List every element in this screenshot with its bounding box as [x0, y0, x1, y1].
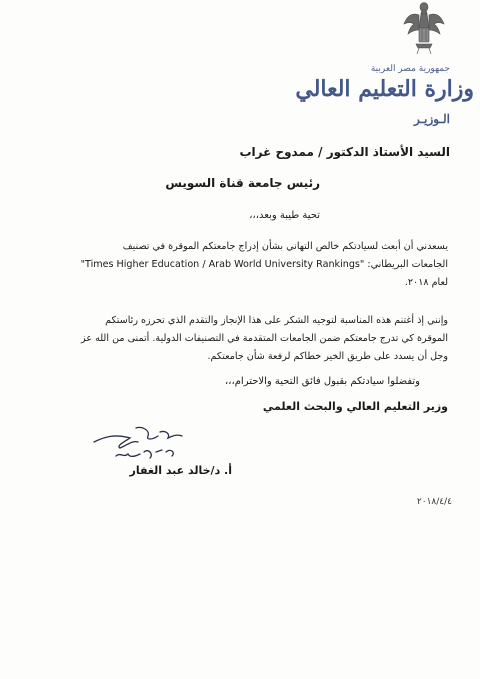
paragraph-line: الموقرة كي تدرج جامعتكم ضمن الجامعات المتقدمة في التصنيفات الدولية. أتمنى من الله عز [81, 333, 448, 344]
minister-label: الـوزيـر [414, 112, 450, 126]
paragraph-line: الجامعات البريطاني: "Times Higher Education / Arab World University Rankings" [80, 259, 448, 270]
paragraph-line: وإنني إذ أغتنم هذه المناسبة لتوجيه الشكر على هذا الإنجاز والتقدم الذي تحرزه رئاستكم [105, 315, 448, 326]
university-line: رئيس جامعة قناة السويس [165, 176, 320, 190]
addressee-line: السيد الأستاذ الدكتور / ممدوح غراب [239, 145, 450, 159]
closing-line: وتفضلوا سيادتكم بقبول فائق التحية والاحترام،،، [225, 376, 420, 387]
paragraph-thanks [28, 312, 448, 366]
eagle-emblem-icon [402, 0, 446, 58]
ministry-name: وزارة التعليم العالي [295, 76, 474, 102]
republic-name: جمهورية مصر العربية [370, 64, 450, 74]
paragraph-line: يسعدني أن أبعث لسيادتكم خالص التهاني بشأن إدراج جامعتكم الموقرة في تصنيف [122, 241, 448, 252]
signer-title: وزير التعليم العالي والبحث العلمي [262, 400, 448, 413]
paragraph-congratulation [28, 238, 448, 292]
paragraph-line: لعام ٢٠١٨. [404, 277, 448, 288]
signer-name: أ. د/خالد عبد الغفار [129, 464, 232, 477]
greeting-line: تحية طيبة وبعد،،، [249, 210, 320, 221]
paragraph-line: وجل أن يسدد على طريق الخير خطاكم لرفعة شأن جامعتكم. [207, 351, 448, 362]
letter-date: ٢٠١٨/٤/٤ [416, 497, 452, 507]
